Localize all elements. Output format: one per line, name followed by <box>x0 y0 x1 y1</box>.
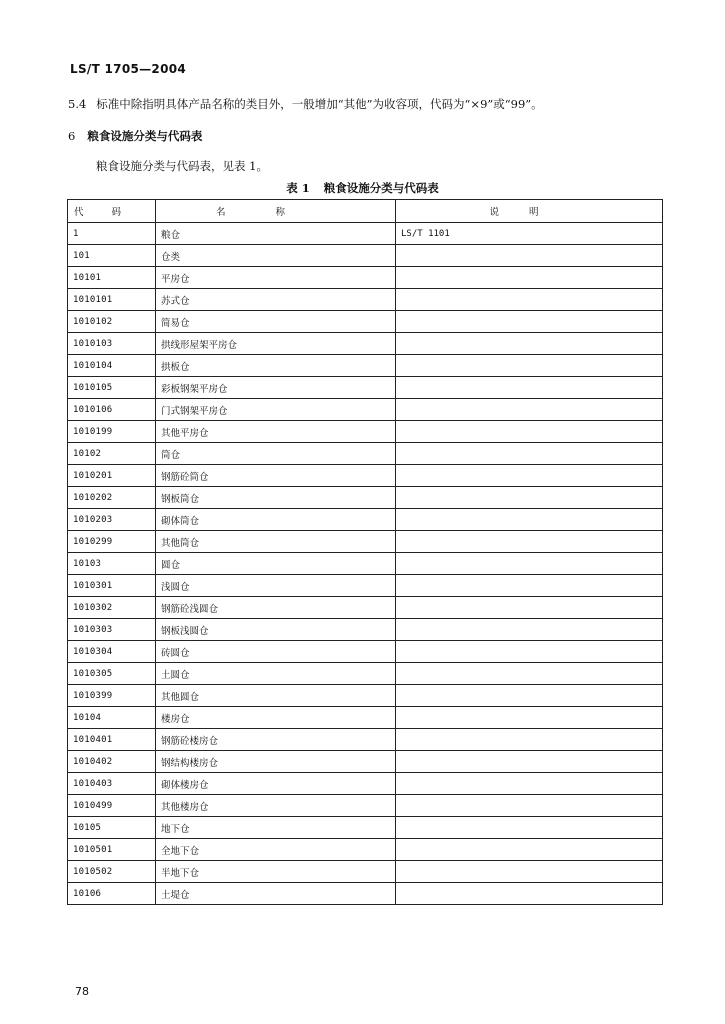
table-row <box>68 245 663 267</box>
cell-name: 门式钢架平房仓 <box>156 399 396 421</box>
cell-name: 筒仓 <box>156 443 396 465</box>
cell-note <box>396 531 663 553</box>
cell-code: 1010502 <box>68 861 156 883</box>
cell-note <box>396 311 663 333</box>
cell-name: 钢板浅圆仓 <box>156 619 396 641</box>
cell-name: 其他楼房仓 <box>156 795 396 817</box>
cell-code: 1010106 <box>68 399 156 421</box>
table-row <box>68 487 663 509</box>
cell-note <box>396 421 663 443</box>
cell-name: 砌体楼房仓 <box>156 773 396 795</box>
table-row <box>68 685 663 707</box>
cell-note <box>396 685 663 707</box>
table-caption <box>0 180 725 196</box>
cell-name: 楼房仓 <box>156 707 396 729</box>
table-row <box>68 707 663 729</box>
cell-note <box>396 707 663 729</box>
cell-code: 1010101 <box>68 289 156 311</box>
cell-name: 钢板筒仓 <box>156 487 396 509</box>
table-header-row <box>68 200 663 223</box>
table-row <box>68 223 663 245</box>
table-row <box>68 839 663 861</box>
cell-name: 砖圆仓 <box>156 641 396 663</box>
section-6-heading <box>68 128 202 144</box>
header-note: 说明 <box>396 200 663 223</box>
cell-name: 土堤仓 <box>156 883 396 905</box>
cell-name: 粮仓 <box>156 223 396 245</box>
table-row <box>68 509 663 531</box>
cell-code: 1010202 <box>68 487 156 509</box>
cell-code: 1010199 <box>68 421 156 443</box>
intro-paragraph: 粮食设施分类与代码表，见表 1。 <box>96 159 268 173</box>
table-row <box>68 333 663 355</box>
document-code: LS/T 1705—2004 <box>70 62 187 76</box>
cell-code: 1010103 <box>68 333 156 355</box>
cell-code: 1010402 <box>68 751 156 773</box>
table-title: 粮食设施分类与代码表 <box>323 181 439 195</box>
cell-name: 简易仓 <box>156 311 396 333</box>
cell-code: 1010302 <box>68 597 156 619</box>
cell-note <box>396 553 663 575</box>
table-row <box>68 861 663 883</box>
cell-note <box>396 641 663 663</box>
cell-name: 全地下仓 <box>156 839 396 861</box>
cell-note <box>396 861 663 883</box>
table-row <box>68 531 663 553</box>
cell-note <box>396 377 663 399</box>
table-row <box>68 795 663 817</box>
table-row <box>68 399 663 421</box>
cell-note <box>396 509 663 531</box>
cell-name: 钢筋砼浅圆仓 <box>156 597 396 619</box>
cell-note <box>396 729 663 751</box>
page-number: 78 <box>75 985 89 998</box>
cell-code: 10102 <box>68 443 156 465</box>
cell-name: 钢筋砼楼房仓 <box>156 729 396 751</box>
table-row <box>68 641 663 663</box>
table-row <box>68 773 663 795</box>
cell-note <box>396 443 663 465</box>
cell-code: 10101 <box>68 267 156 289</box>
cell-note <box>396 817 663 839</box>
cell-code: 1010304 <box>68 641 156 663</box>
cell-name: 平房仓 <box>156 267 396 289</box>
table-number: 表 1 <box>286 181 310 195</box>
cell-name: 钢结构楼房仓 <box>156 751 396 773</box>
table-row <box>68 663 663 685</box>
cell-note <box>396 267 663 289</box>
cell-note <box>396 245 663 267</box>
cell-code: 1010301 <box>68 575 156 597</box>
cell-name: 拱板仓 <box>156 355 396 377</box>
cell-note <box>396 487 663 509</box>
cell-code: 10106 <box>68 883 156 905</box>
cell-code: 1010401 <box>68 729 156 751</box>
table-row <box>68 751 663 773</box>
header-name: 名称 <box>156 200 396 223</box>
cell-note <box>396 575 663 597</box>
table-row <box>68 377 663 399</box>
paragraph-number: 5.4 <box>68 97 87 111</box>
table-row <box>68 597 663 619</box>
cell-code: 1010499 <box>68 795 156 817</box>
cell-name: 圆仓 <box>156 553 396 575</box>
cell-name: 其他筒仓 <box>156 531 396 553</box>
table-row <box>68 575 663 597</box>
cell-note <box>396 619 663 641</box>
cell-name: 土圆仓 <box>156 663 396 685</box>
header-code: 代码 <box>68 200 156 223</box>
cell-code: 1010399 <box>68 685 156 707</box>
section-title: 粮食设施分类与代码表 <box>87 129 203 143</box>
table-row <box>68 267 663 289</box>
cell-note <box>396 355 663 377</box>
cell-code: 10104 <box>68 707 156 729</box>
cell-code: 1010201 <box>68 465 156 487</box>
paragraph-5-4 <box>68 96 543 112</box>
table-body <box>68 223 663 905</box>
cell-note <box>396 883 663 905</box>
cell-note <box>396 399 663 421</box>
cell-code: 10105 <box>68 817 156 839</box>
cell-note: LS/T 1101 <box>396 223 663 245</box>
cell-code: 1010105 <box>68 377 156 399</box>
cell-code: 1010299 <box>68 531 156 553</box>
paragraph-text: 标准中除指明具体产品名称的类目外，一般增加“其他”为收容项，代码为“×9”或“99”。 <box>96 97 543 111</box>
cell-name: 其他圆仓 <box>156 685 396 707</box>
table-row <box>68 619 663 641</box>
cell-name: 地下仓 <box>156 817 396 839</box>
table-row <box>68 443 663 465</box>
section-number: 6 <box>68 129 76 143</box>
cell-name: 钢筋砼筒仓 <box>156 465 396 487</box>
table-row <box>68 553 663 575</box>
cell-name: 彩板钢架平房仓 <box>156 377 396 399</box>
table-row <box>68 465 663 487</box>
cell-code: 1010102 <box>68 311 156 333</box>
cell-note <box>396 773 663 795</box>
cell-name: 半地下仓 <box>156 861 396 883</box>
cell-note <box>396 839 663 861</box>
cell-note <box>396 289 663 311</box>
cell-code: 1010104 <box>68 355 156 377</box>
table-row <box>68 421 663 443</box>
cell-note <box>396 465 663 487</box>
cell-name: 拱线形屋架平房仓 <box>156 333 396 355</box>
cell-note <box>396 597 663 619</box>
cell-name: 浅圆仓 <box>156 575 396 597</box>
cell-code: 1010305 <box>68 663 156 685</box>
table-row <box>68 289 663 311</box>
table-row <box>68 729 663 751</box>
table-row <box>68 817 663 839</box>
cell-code: 1010403 <box>68 773 156 795</box>
cell-name: 砌体筒仓 <box>156 509 396 531</box>
table-row <box>68 883 663 905</box>
cell-code: 1 <box>68 223 156 245</box>
cell-note <box>396 663 663 685</box>
cell-code: 1010303 <box>68 619 156 641</box>
cell-code: 1010203 <box>68 509 156 531</box>
cell-name: 其他平房仓 <box>156 421 396 443</box>
cell-note <box>396 333 663 355</box>
cell-code: 101 <box>68 245 156 267</box>
cell-note <box>396 795 663 817</box>
cell-code: 1010501 <box>68 839 156 861</box>
facility-code-table <box>67 199 663 905</box>
cell-code: 10103 <box>68 553 156 575</box>
cell-name: 苏式仓 <box>156 289 396 311</box>
table-row <box>68 355 663 377</box>
table-row <box>68 311 663 333</box>
cell-name: 仓类 <box>156 245 396 267</box>
cell-note <box>396 751 663 773</box>
